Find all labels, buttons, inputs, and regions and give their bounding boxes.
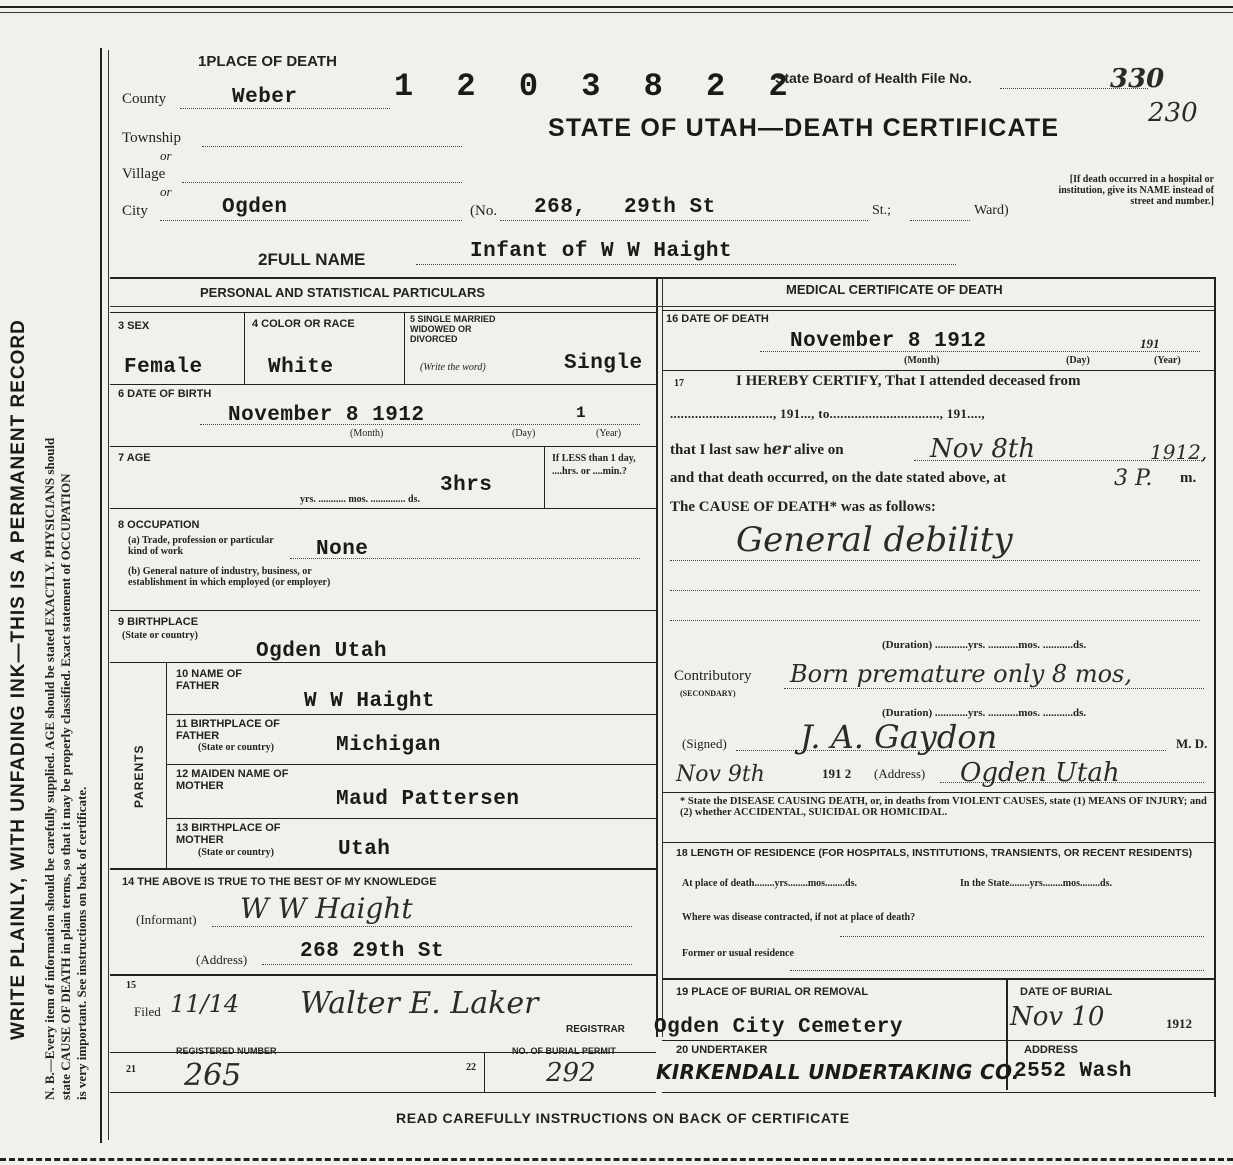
attended-dates: ............................., 191..., to..............................., 191....,: [670, 406, 985, 421]
certificate-number: 1 2 0 3 8 2 2: [394, 68, 800, 105]
filed-number: 15: [126, 980, 136, 991]
birthplace-hint: (State or country): [122, 630, 198, 641]
row9-top: [110, 610, 656, 611]
undertaker-address-value: 2552 Wash: [1014, 1060, 1132, 1083]
med-row18-top: [662, 842, 1214, 843]
burial-date-value: Nov 10: [1010, 1002, 1105, 1032]
burial-place-value: Ogden City Cemetery: [654, 1016, 903, 1039]
med-row16-top: [662, 310, 1214, 311]
contributory-line: [784, 688, 1204, 689]
cause-label: The CAUSE OF DEATH* was as follows:: [670, 499, 936, 515]
dob-label: 6 DATE OF BIRTH: [118, 388, 212, 400]
physician-signature: J. A. Gaydon: [800, 718, 998, 756]
physician-address-value: Ogden Utah: [960, 758, 1120, 788]
township-line: [202, 146, 462, 147]
parents-divider: [166, 662, 167, 868]
informant-label: (Informant): [136, 912, 197, 927]
knowledge-label: 14 THE ABOVE IS TRUE TO THE BEST OF MY KNOWLEDGE: [122, 876, 437, 888]
registered-value: 265: [184, 1058, 242, 1093]
death-date-tail: 191: [1140, 336, 1160, 351]
row13-top: [166, 818, 656, 819]
county-value: Weber: [232, 86, 298, 109]
age-divider: [544, 446, 545, 508]
file-no-label: State Board of Health File No.: [775, 70, 972, 86]
last-saw-alive: alive on: [794, 442, 844, 458]
duration-2: (Duration) ............yrs. ...........mos. ...........ds.: [882, 707, 1087, 719]
mother-name-value: Maud Pattersen: [336, 788, 520, 811]
row14-top: [110, 868, 656, 870]
hospital-note: [If death occurred in a hospital or institution, give its NAME instead of street and number.]: [1058, 174, 1214, 207]
age-value: 3hrs: [440, 474, 493, 497]
color-value: White: [268, 356, 334, 379]
age-label: 7 AGE: [118, 452, 151, 464]
mother-birth-hint: (State or country): [198, 847, 274, 858]
row15-top: [110, 974, 656, 976]
mother-birth-label: 13 BIRTHPLACE OF MOTHER: [176, 822, 281, 846]
death-time-m: m.: [1180, 470, 1197, 486]
informant-line: [212, 926, 632, 927]
file-no-value: 330: [1110, 64, 1165, 94]
certificate-title: STATE OF UTAH—DEATH CERTIFICATE: [548, 114, 1060, 142]
dob-value: November 8 1912: [228, 404, 425, 427]
row10-top: [110, 662, 656, 663]
section-title-line: [110, 306, 1215, 307]
township-label: Township: [122, 130, 181, 146]
death-occurred-text: and that death occurred, on the date stated above, at: [670, 470, 1006, 486]
sex-value: Female: [124, 356, 203, 379]
city-value: Ogden: [222, 196, 288, 219]
informant-address-line: [262, 964, 632, 965]
instruction-note-line3: is very important. See instructions on back of certificate.: [74, 786, 89, 1100]
city-label: City: [122, 203, 148, 219]
mother-name-label: 12 MAIDEN NAME OF MOTHER: [176, 768, 289, 792]
residence-label: 18 LENGTH OF RESIDENCE (FOR HOSPITALS, INSTITUTIONS, TRANSIENTS, OR RECENT RESIDENTS): [676, 847, 1193, 859]
ward-line: [910, 220, 970, 221]
informant-address-label: (Address): [196, 952, 248, 967]
left-border: [100, 48, 102, 1143]
burial-date-label: DATE OF BURIAL: [1020, 986, 1113, 998]
filed-value: 11/14: [170, 990, 240, 1018]
burial-permit-prefix: 22: [466, 1062, 476, 1073]
death-month-unit: (Month): [904, 355, 940, 366]
file-no-alt: 230: [1148, 98, 1198, 128]
left-border-inner: [108, 50, 109, 1140]
row7-top: [110, 446, 656, 447]
undertaker-value: KIRKENDALL UNDERTAKING CO.: [656, 1060, 1020, 1084]
st-label: St.;: [872, 203, 892, 218]
or-label-2: or: [160, 184, 172, 199]
undertaker-label: 20 UNDERTAKER: [676, 1044, 768, 1056]
last-saw-prefix: that I last saw h: [670, 442, 772, 458]
last-saw-date: Nov 8th: [930, 434, 1036, 464]
signed-year: 191 2: [822, 766, 852, 781]
back-instructions: READ CAREFULLY INSTRUCTIONS ON BACK OF CERTIFICATE: [396, 1110, 850, 1126]
contributory-label: Contributory: [674, 668, 752, 684]
death-date-label: 16 DATE OF DEATH: [666, 313, 769, 325]
filed-label: Filed: [134, 1004, 161, 1019]
permanent-record-banner: WRITE PLAINLY, WITH UNFADING INK—THIS IS A PERMANENT RECORD: [8, 319, 29, 1040]
dob-month-unit: (Month): [350, 428, 384, 439]
death-date-value: November 8 1912: [790, 330, 987, 353]
birthplace-label: 9 BIRTHPLACE: [118, 616, 199, 628]
death-time: 3 P.: [1114, 466, 1153, 491]
street-name: 29th St: [624, 196, 716, 219]
father-birth-label: 11 BIRTHPLACE OF FATHER: [176, 718, 280, 742]
informant-signature: W W Haight: [240, 892, 413, 925]
former-residence: Former or usual residence: [682, 948, 794, 959]
mother-birth-value: Utah: [338, 838, 391, 861]
permit-divider: [484, 1052, 485, 1092]
row21-bottom: [110, 1092, 656, 1093]
occupation-value: None: [316, 538, 369, 561]
father-birth-hint: (State or country): [198, 742, 274, 753]
street-number: 268,: [534, 196, 587, 219]
undertaker-address-label: ADDRESS: [1024, 1044, 1078, 1056]
age-less-note: If LESS than 1 day, ....hrs. or ....min.?: [552, 453, 636, 477]
where-contracted-line: [840, 936, 1204, 937]
med-footnote-top: [662, 792, 1214, 793]
undertaker-row-top: [662, 1040, 1214, 1041]
row12-top: [166, 764, 656, 765]
full-name-value: Infant of W W Haight: [470, 240, 733, 263]
last-saw-pronoun: er: [771, 439, 791, 458]
row11-top: [166, 714, 656, 715]
marital-value: Single: [564, 352, 643, 375]
undertaker-row-bottom: [662, 1092, 1214, 1093]
father-birth-value: Michigan: [336, 734, 441, 757]
marital-hint: (Write the word): [420, 362, 486, 373]
informant-address-value: 268 29th St: [300, 940, 445, 963]
registrar-label: REGISTRAR: [566, 1024, 625, 1035]
occupation-b: (b) General nature of industry, business, or establishment in which employed (or employer): [128, 566, 331, 588]
death-day-unit: (Day): [1066, 355, 1090, 366]
cause-value: General debility: [736, 520, 1013, 560]
color-divider: [404, 312, 405, 384]
occupation-label: 8 OCCUPATION: [118, 519, 200, 531]
parents-label: PARENTS: [132, 744, 146, 808]
row8-top: [110, 508, 656, 509]
county-label: County: [122, 91, 167, 107]
dob-day-unit: (Day): [512, 428, 536, 439]
top-border: [0, 6, 1233, 8]
street-no-label: (No.: [470, 203, 498, 219]
cause-footnote: * State the DISEASE CAUSING DEATH, or, in deaths from VIOLENT CAUSES, state (1) MEANS OF INJURY; and (2) whether ACCIDENTAL, SUICIDAL OR HOMICIDAL.: [680, 796, 1207, 818]
center-divider: [656, 277, 658, 1037]
center-divider-2: [662, 277, 663, 1037]
father-name-value: W W Haight: [304, 690, 436, 713]
birthplace-value: Ogden Utah: [256, 640, 388, 663]
city-line: [160, 220, 462, 221]
instruction-note-line1: N. B.—Every item of information should be carefully supplied. AGE should be stated EXACTLY. PHYSICIANS should: [42, 437, 57, 1100]
registered-number-label: REGISTERED NUMBER: [176, 1046, 277, 1056]
certify-text: I HEREBY CERTIFY, That I attended deceased from: [736, 373, 1081, 389]
burial-row-top: [662, 978, 1214, 980]
instruction-note-line2: state CAUSE OF DEATH in plain terms, so that it may be properly classified. Exact statement of OCCUPATION: [58, 473, 73, 1100]
burial-place-label: 19 PLACE OF BURIAL OR REMOVAL: [676, 986, 869, 998]
or-label-1: or: [160, 148, 172, 163]
cause-line-1: [670, 560, 1200, 561]
dob-year-tail: 1: [576, 404, 587, 422]
duration-1: (Duration) ............yrs. ...........mos. ...........ds.: [882, 639, 1087, 651]
occupation-a: (a) Trade, profession or particular kind of work: [128, 535, 274, 557]
burial-permit-value: 292: [546, 1058, 596, 1088]
registered-prefix: 21: [126, 1064, 136, 1075]
death-year-unit: (Year): [1154, 355, 1181, 366]
md-label: M. D.: [1176, 736, 1208, 751]
cause-line-2: [670, 590, 1200, 591]
age-units: yrs. ........... mos. .............. ds.: [300, 494, 421, 505]
marital-label: 5 SINGLE MARRIED WIDOWED OR DIVORCED: [410, 314, 496, 344]
full-name-label: 2FULL NAME: [258, 250, 366, 269]
ward-label: Ward): [974, 203, 1009, 218]
full-name-line: [416, 264, 956, 265]
residence-at-place: At place of death........yrs........mos........ds.: [682, 878, 857, 889]
signed-date: Nov 9th: [676, 762, 765, 787]
med-row17-top: [662, 370, 1214, 371]
cause-line-3: [670, 620, 1200, 621]
place-of-death-label: 1PLACE OF DEATH: [198, 53, 337, 70]
village-label: Village: [122, 166, 166, 182]
burial-date-year: 1912: [1166, 1016, 1192, 1031]
dob-year-unit: (Year): [596, 428, 622, 439]
row6-top: [110, 384, 656, 385]
physician-address-label: (Address): [874, 766, 926, 781]
medical-section-title: MEDICAL CERTIFICATE OF DEATH: [786, 282, 1003, 297]
sex-divider: [244, 312, 245, 384]
father-name-label: 10 NAME OF FATHER: [176, 668, 243, 692]
residence-in-state: In the State........yrs........mos........ds.: [960, 878, 1112, 889]
where-contracted: Where was disease contracted, if not at place of death?: [682, 912, 916, 923]
color-label: 4 COLOR OR RACE: [252, 318, 355, 330]
registrar-signature: Walter E. Laker: [300, 986, 539, 1021]
certify-number: 17: [674, 378, 684, 389]
top-border-inner: [0, 12, 1233, 13]
former-residence-line: [790, 970, 1204, 971]
street-line: [500, 220, 868, 221]
signed-label: (Signed): [682, 736, 727, 751]
bottom-border: [0, 1158, 1233, 1161]
personal-section-title: PERSONAL AND STATISTICAL PARTICULARS: [200, 285, 486, 300]
village-line: [182, 182, 462, 183]
secondary-label: (SECONDARY): [680, 689, 736, 698]
sex-label: 3 SEX: [118, 320, 150, 332]
right-border: [1214, 277, 1216, 1097]
row3-top: [110, 312, 656, 313]
burial-permit-label: NO. OF BURIAL PERMIT: [512, 1046, 616, 1056]
contributory-value: Born premature only 8 mos,: [790, 660, 1132, 688]
last-saw-text: [670, 439, 844, 458]
last-saw-year: 1912,: [1150, 440, 1208, 464]
